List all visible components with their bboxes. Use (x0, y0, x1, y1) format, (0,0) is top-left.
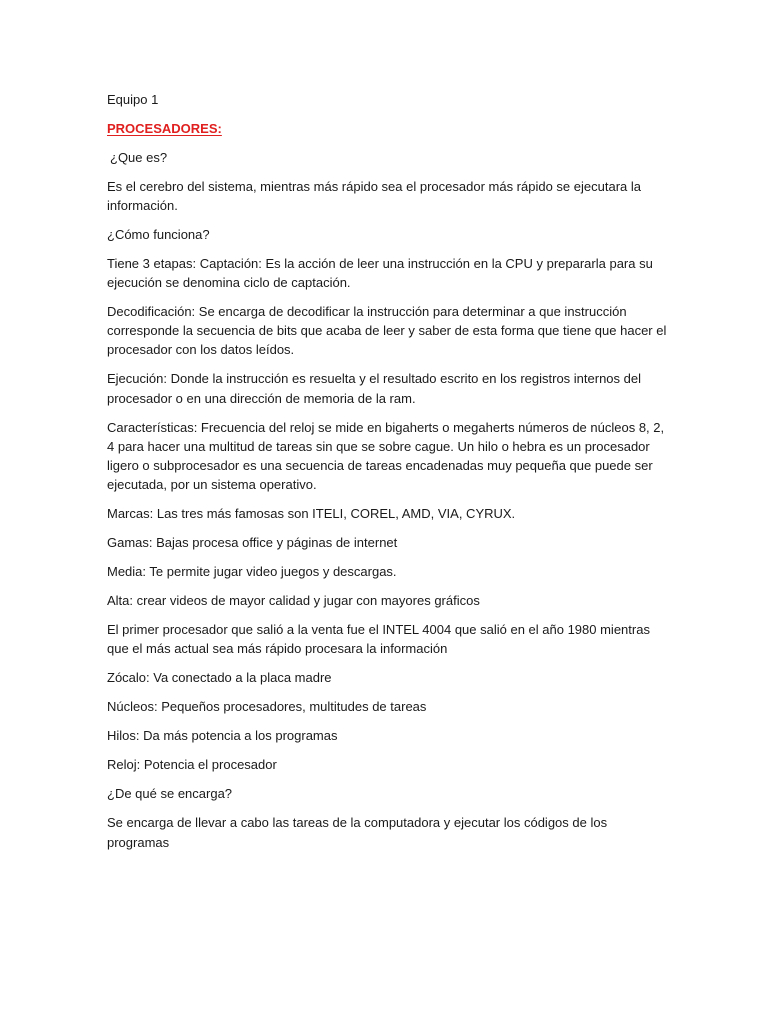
paragraph-what-is: ¿Que es? (110, 149, 168, 165)
team-label: Equipo 1 (107, 92, 159, 107)
paragraph-definition: Es el cerebro del sistema, mientras más rápido sea el procesador más rápido se ejecutara la información. (107, 178, 641, 213)
paragraph-socket: Zócalo: Va conectado a la placa madre (107, 670, 332, 686)
paragraph-first-processor: El primer procesador que salió a la venta fue el INTEL 4004 que salió en el año 1980 mientras que el más actual sea más rápido procesara la información (107, 622, 650, 657)
paragraph-ranges-high: Alta: crear videos de mayor calidad y jugar con mayores gráficos (107, 593, 480, 609)
paragraph-stages: Tiene 3 etapas: Captación: Es la acción de leer una instrucción en la CPU y prepararla para su ejecución se denomina ciclo de captación. (107, 255, 653, 290)
paragraph-ranges-medium: Media: Te permite jugar video juegos y descargas. (107, 564, 397, 580)
paragraph-responsibility-question: ¿De qué se encarga? (107, 786, 233, 802)
paragraph-execution: Ejecución: Donde la instrucción es resuelta y el resultado escrito en los registros internos del procesador o en una dirección de memoria de la ram. (107, 371, 641, 406)
paragraph-characteristics: Características: Frecuencia del reloj se mide en bigaherts o megaherts números de núcleos 8, 2, 4 para hacer una multitud de tareas sin que se sobre cague. Un hilo o hebra es un procesador ligero o subprocesador es una secuencia de tareas encadenadas muy pequeña que puede ser ejecutada, por un sistema operativo. (107, 419, 665, 493)
section-heading: PROCESADORES: (107, 120, 222, 136)
paragraph-threads: Hilos: Da más potencia a los programas (107, 728, 338, 744)
paragraph-how-it-works: ¿Cómo funciona? (107, 226, 210, 242)
paragraph-decoding: Decodificación: Se encarga de decodificar la instrucción para determinar a que instrucción corresponde la secuencia de bits que acaba de leer y saber de esta forma que tiene que hacer el procesador con los datos leídos. (107, 304, 667, 358)
document-page (107, 90, 667, 862)
paragraph-brands: Marcas: Las tres más famosas son ITELI, COREL, AMD, VIA, CYRUX. (107, 506, 516, 522)
paragraph-clock: Reloj: Potencia el procesador (107, 757, 277, 773)
paragraph-responsibility-answer: Se encarga de llevar a cabo las tareas de la computadora y ejecutar los códigos de los programas (107, 815, 608, 850)
paragraph-cores: Núcleos: Pequeños procesadores, multitudes de tareas (107, 699, 427, 715)
paragraph-ranges-low: Gamas: Bajas procesa office y páginas de internet (107, 535, 398, 551)
